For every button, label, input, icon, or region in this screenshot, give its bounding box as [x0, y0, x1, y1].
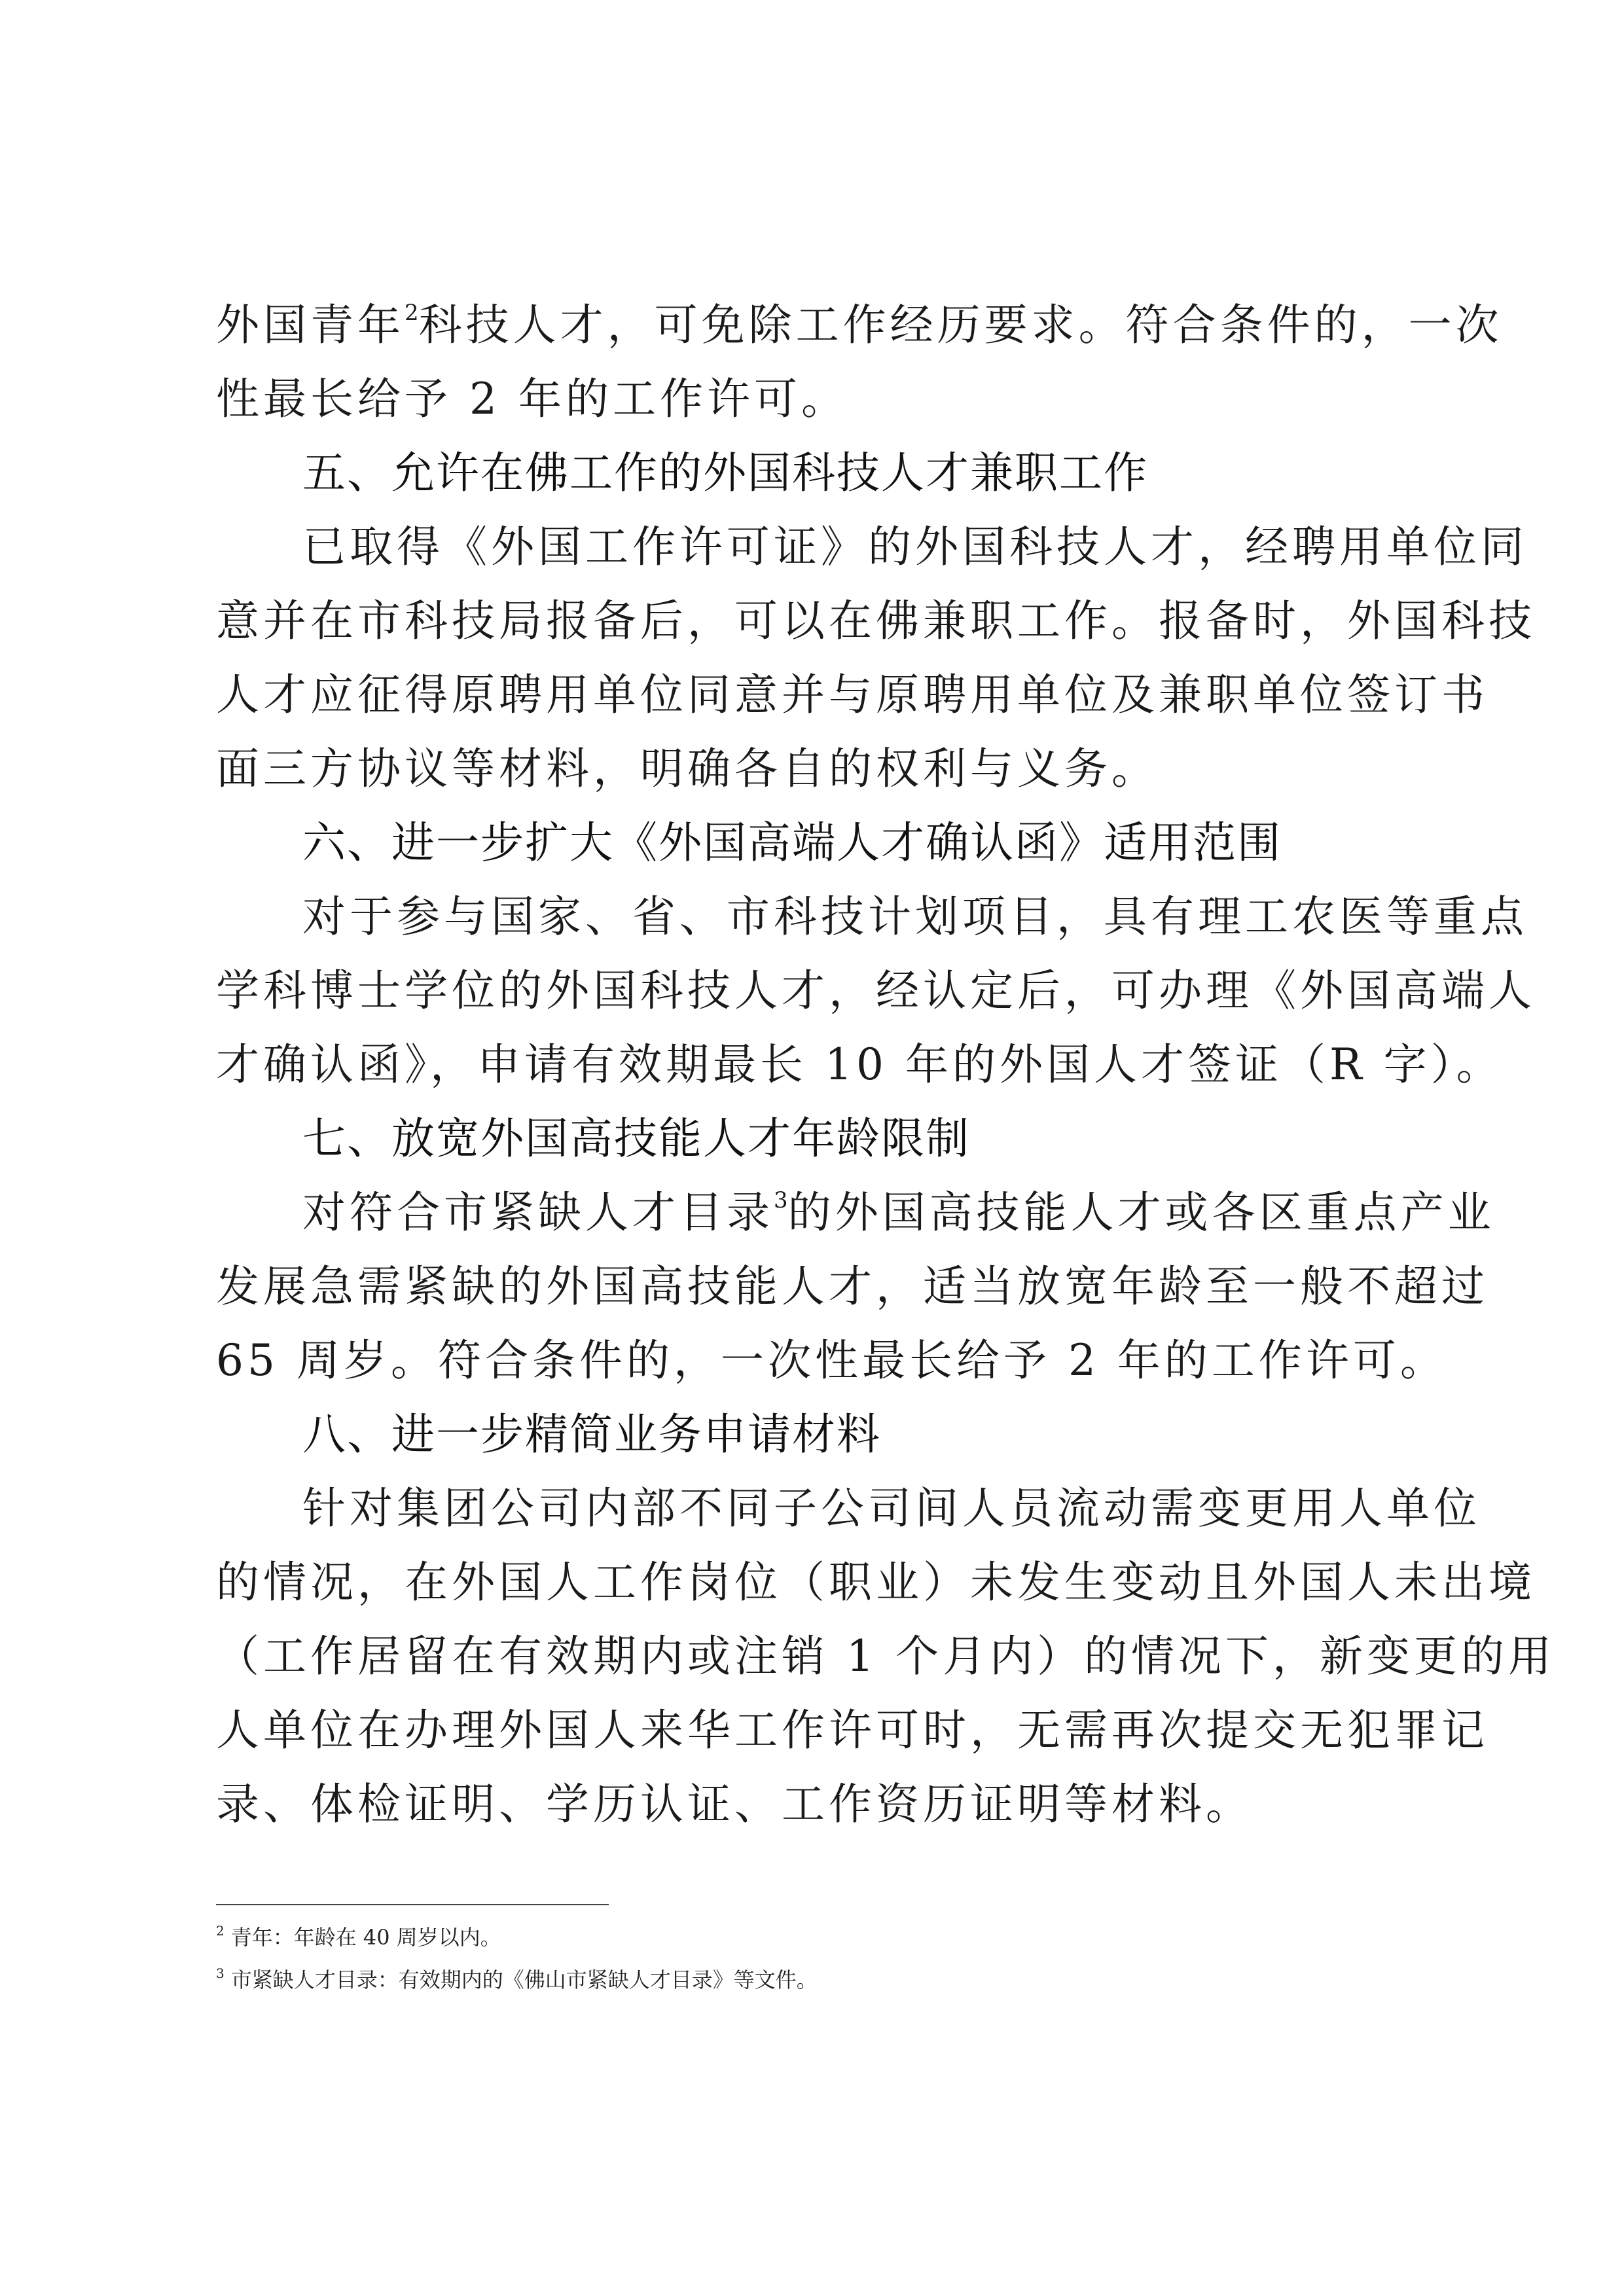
- paragraph-line: 发展急需紧缺的外国高技能人才，适当放宽年龄至一般不超过: [216, 1261, 1489, 1312]
- footnote-ref-2: 2: [405, 300, 419, 326]
- section-heading-6: 六、进一步扩大《外国高端人才确认函》适用范围: [302, 817, 1282, 868]
- paragraph-line: 外国青年$^2$科技人才，可免除工作经历要求。符合条件的，一次: [216, 300, 1503, 350]
- paragraph-line: 性最长给予 2 年的工作许可。: [216, 374, 848, 424]
- paragraph-line: 对于参与国家、省、市科技计划项目，具有理工农医等重点: [302, 891, 1528, 942]
- footnote-3: $^3$ 市紧缺人才目录：有效期内的《佛山市紧缺人才目录》等文件。: [216, 1965, 818, 1992]
- paragraph-line: 人才应征得原聘用单位同意并与原聘用单位及兼职单位签订书: [216, 670, 1489, 720]
- paragraph-line: 录、体检证明、学历认证、工作资历证明等材料。: [216, 1779, 1253, 1829]
- section-heading-7: 七、放宽外国高技能人才年龄限制: [302, 1113, 970, 1164]
- paragraph-line: 已取得《外国工作许可证》的外国科技人才，经聘用单位同: [302, 522, 1528, 572]
- footnote-ref-3: 3: [774, 1187, 788, 1213]
- paragraph-line: （工作居留在有效期内或注销 1 个月内）的情况下，新变更的用: [216, 1631, 1555, 1681]
- paragraph-line: 人单位在办理外国人来华工作许可时，无需再次提交无犯罪记: [216, 1705, 1489, 1755]
- footnote-2: $^2$ 青年：年龄在 40 周岁以内。: [216, 1923, 501, 1950]
- paragraph-line: 针对集团公司内部不同子公司间人员流动需变更用人单位: [302, 1483, 1481, 1534]
- section-heading-8: 八、进一步精简业务申请材料: [302, 1409, 881, 1460]
- paragraph-line: 65 周岁。符合条件的，一次性最长给予 2 年的工作许可。: [216, 1335, 1447, 1386]
- paragraph-line: 对符合市紧缺人才目录$^3$的外国高技能人才或各区重点产业: [302, 1187, 1495, 1238]
- paragraph-line: 面三方协议等材料，明确各自的权利与义务。: [216, 744, 1159, 794]
- footnote-separator: [216, 1904, 609, 1905]
- paragraph-line: 的情况，在外国人工作岗位（职业）未发生变动且外国人未出境: [216, 1557, 1536, 1607]
- section-heading-5: 五、允许在佛工作的外国科技人才兼职工作: [302, 448, 1148, 498]
- paragraph-line: 意并在市科技局报备后，可以在佛兼职工作。报备时，外国科技: [216, 596, 1536, 646]
- document-body: [216, 288, 1555, 1841]
- paragraph-line: 学科博士学位的外国科技人才，经认定后，可办理《外国高端人: [216, 965, 1536, 1016]
- paragraph-line: 才确认函》，申请有效期最长 10 年的外国人才签证（R 字）。: [216, 1039, 1504, 1090]
